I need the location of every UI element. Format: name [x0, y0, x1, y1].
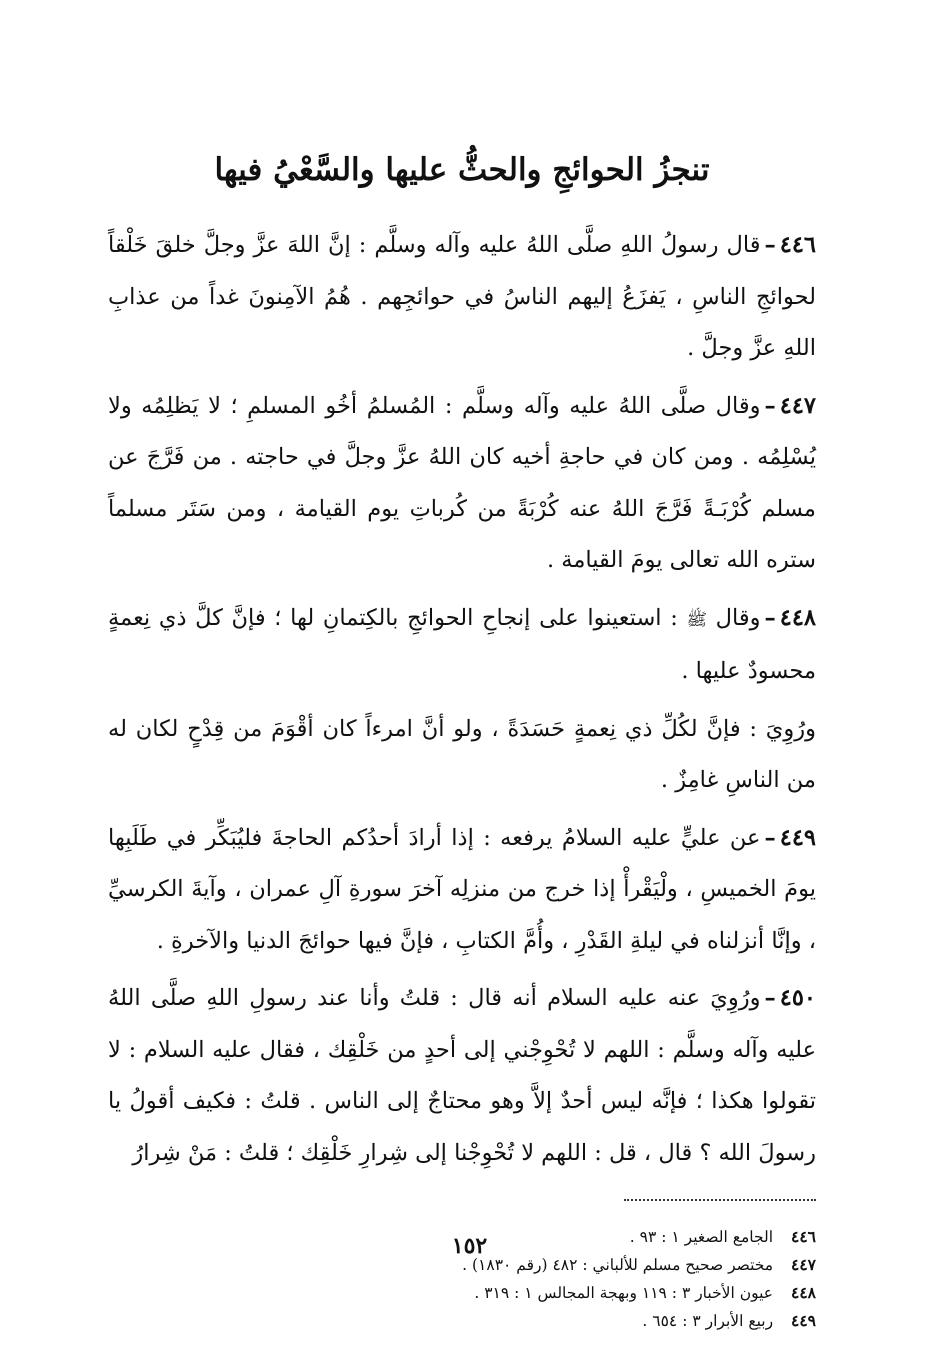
footnote-text: عيون الأخبار ٣ : ١١٩ وبهجة المجالس ١ : ٣١٩ . — [474, 1284, 774, 1303]
hadith-text: عن عليٍّ عليه السلامُ يرفعه : إذا أرادَ أحدُكم الحاجةَ فليُبَكِّر في طَلَبِها يومَ الخميسِ ، ولْيَقْرأْ إذا خرج من منزلِه آخرَ سورةِ آلِ عمران ، وآيةَ الكرسيِّ ، وإنَّا أنزلناه في ليلةِ القَدْرِ ، وأُمَّ الكتابِ ، فإنَّ فيها حوائجَ الدنيا والآخرةِ . — [108, 824, 816, 954]
hadith-number: ٤٤٦ — [779, 232, 816, 259]
hadith-number: ٤٤٩ — [779, 824, 816, 851]
hadith-447 — [108, 381, 816, 587]
chapter-title: تنجزُ الحوائجِ والحثُّ عليها والسَّعْيُ فيها — [214, 152, 710, 188]
footnote-number: ٤٤٩ — [791, 1311, 816, 1331]
footnote-separator — [624, 1199, 816, 1201]
hadith-448 — [108, 593, 816, 698]
hadith-number: ٤٥٠ — [779, 985, 816, 1012]
hadith-text: وقال صلَّى اللهُ عليه وآله وسلَّم : المُسلمُ أخُو المسلمِ ؛ لا يَظلِمُه ولا يُسْلِمُه . ومن كان في حاجةِ أخيه كان اللهُ عزَّ وجلَّ في حاجته . من فَرَّجَ عن مسلم كُرْبَـةً فَرَّجَ اللهُ عنه كُرْبَةً من كُرباتِ يوم القيامة ، ومن سَتَر مسلماً ستره الله تعالى يومَ القيامة . — [108, 392, 816, 574]
hadith-text-before: وقال — [715, 604, 761, 631]
hadith-dash: – — [764, 985, 776, 1012]
hadith-number: ٤٤٨ — [779, 604, 816, 631]
page-number: ١٥٢ — [451, 1233, 488, 1259]
footnote-number: ٤٤٨ — [791, 1283, 816, 1303]
footnote-number: ٤٤٦ — [791, 1227, 816, 1247]
blessing-glyph: ﷺ — [686, 609, 707, 630]
hadith-text: ورُوِيَ : فإنَّ لكُلِّ ذي نِعمةٍ حَسَدَةً ، ولو أنَّ امرءاً كان أقْوَمَ من قِدْحٍ لكان له من الناسِ غامِزٌ . — [108, 715, 816, 794]
hadith-dash: – — [764, 604, 776, 631]
footnote-text: ربيع الأبرار ٣ : ٦٥٤ . — [642, 1312, 774, 1331]
footnote-text: الجامع الصغير ١ : ٩٣ . — [629, 1228, 774, 1247]
footnote-text: مختصر صحيح مسلم للألباني : ٤٨٢ (رقم ١٨٣٠) . — [462, 1256, 774, 1275]
footnote-449 — [108, 1307, 816, 1335]
hadith-dash: – — [764, 232, 776, 259]
hadith-text: ورُوِيَ عنه عليه السلام أنه قال : قلتُ وأنا عند رسولِ اللهِ صلَّى اللهُ عليه وآله وسلَّم : اللهم لا تُحْوِجْني إلى أحدٍ من خَلْقِك ، فقال عليه السلام : لا تقولوا هكذا ؛ فإنَّه ليس أحدٌ إلاَّ وهو محتاجٌ إلى الناس . قلتُ : فكيف أقولُ يا رسولَ الله ؟ قال ، قل : اللهم لا تُحْوِجْنا إلى شِرارِ خَلْقِك ؛ قلتُ : مَنْ شِرارُ — [108, 985, 816, 1166]
hadith-text: قال رسولُ اللهِ صلَّى اللهُ عليه وآله وسلَّم : إنَّ اللهَ عزَّ وجلَّ خلقَ خَلْقاً لحوائجِ الناسِ ، يَفزَعُ إليهم الناسُ في حوائجِهم . هُمُ الآمِنونَ غداً من عذابِ اللهِ عزَّ وجلَّ . — [108, 232, 816, 362]
footnote-number: ٤٤٧ — [791, 1255, 816, 1275]
footnote-448 — [108, 1279, 816, 1307]
hadith-449 — [108, 813, 816, 968]
hadith-450 — [108, 973, 816, 1179]
hadith-446 — [108, 220, 816, 375]
hadith-dash: – — [764, 392, 776, 419]
page-body — [108, 150, 816, 1335]
hadith-text-after: : استعينوا على إنجاحِ الحوائجِ بالكِتمانِ لها ؛ فإنَّ كلَّ ذي نِعمةٍ محسودٌ عليها . — [108, 604, 816, 685]
hadith-448-variant — [108, 704, 816, 807]
hadith-dash: – — [764, 824, 776, 851]
hadith-number: ٤٤٧ — [779, 392, 816, 419]
